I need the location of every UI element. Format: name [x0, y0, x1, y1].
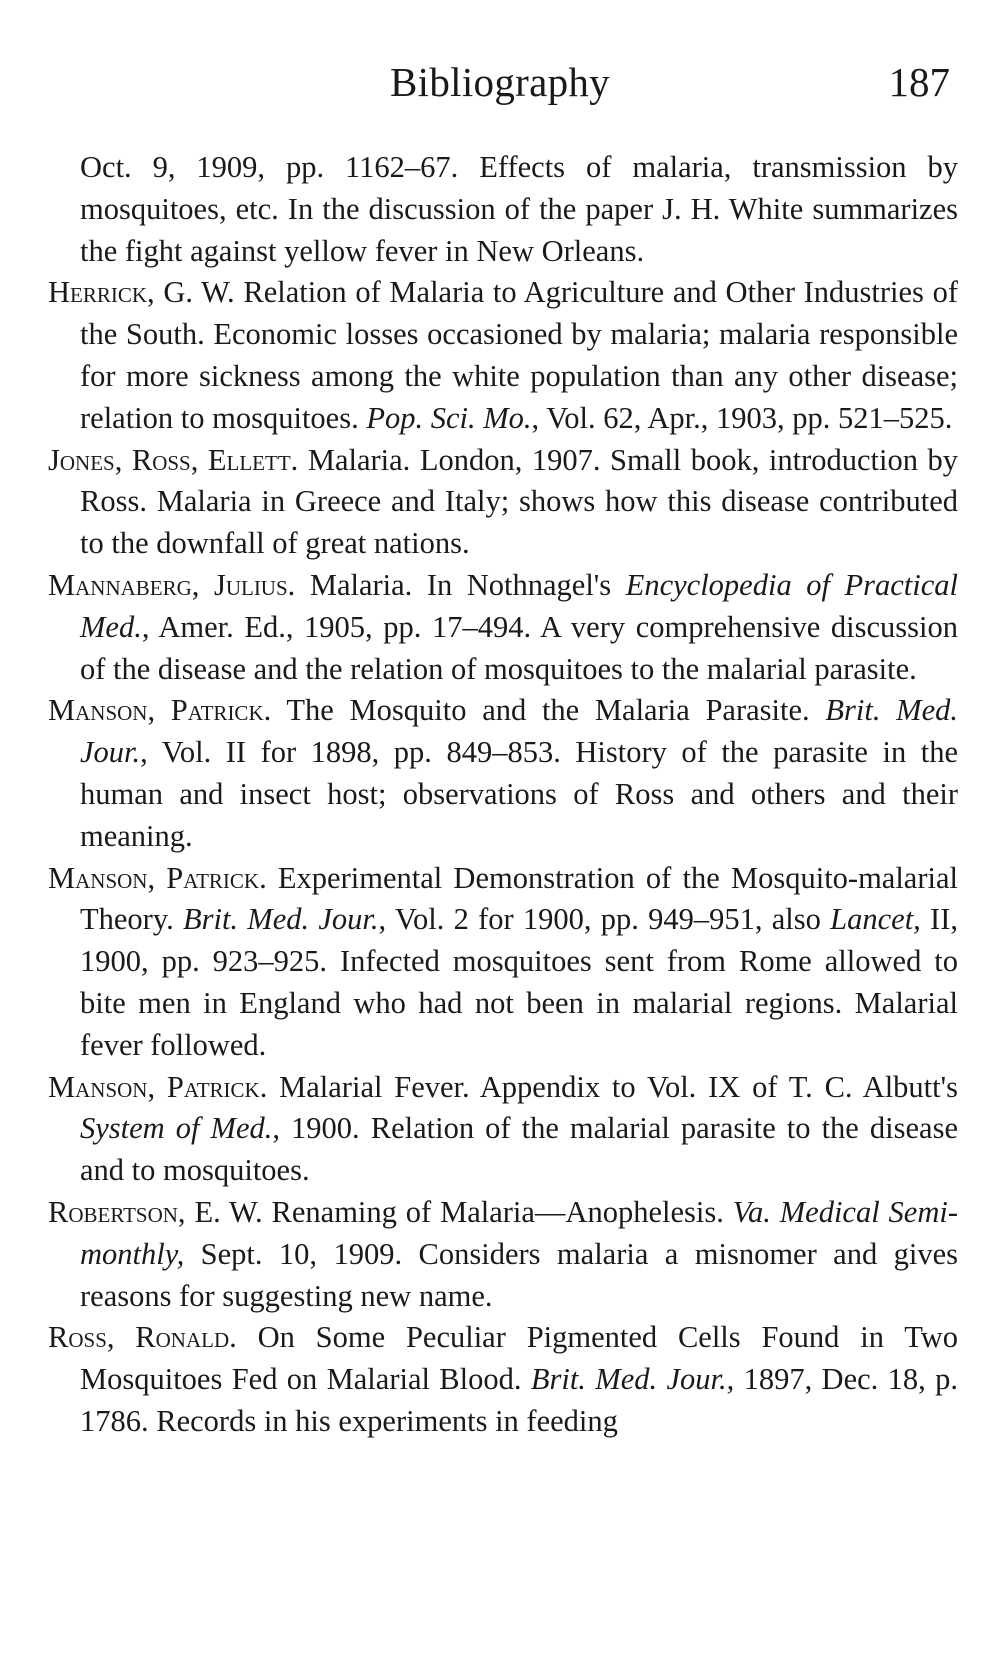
entry-text: Malaria. London, 1907. Small book, introduction by Ross. Malaria in Greece and Italy; shows how this disease contributed to the downfall of great nations. [80, 442, 959, 561]
entry-journal: Brit. Med. Jour., [530, 1362, 735, 1397]
entry-text: II, 1900, pp. 923–925. Infected mosquitoes sent from Rome allowed to bite men in England who had not been in malarial regions. Malarial fever followed. [80, 902, 958, 1062]
entry-text: , Amer. Ed., 1905, pp. 17–494. A very comprehensive discussion of the disease and the relation of mosquitoes to the malarial parasite. [80, 609, 958, 686]
entry-text: Sept. 10, 1909. Considers malaria a misnomer and gives reasons for suggesting new name. [80, 1236, 958, 1313]
entry-text: Relation of Malaria to Agriculture and Other Industries of the South. Economic losses occasioned by malaria; malaria responsible for more sickness among the white population than any other disease; relation to mosquitoes. [80, 275, 958, 435]
entry-text: Experimental Demonstration of the Mosquito-malarial Theory. [80, 860, 958, 937]
entry-author: Manson, Patrick. [48, 1069, 268, 1104]
entry-text: , 1900. Relation of the malarial parasite to the disease and to mosquitoes. [80, 1111, 958, 1188]
entry-author: Ross, Ronald. [48, 1320, 237, 1355]
entry-text: Malaria. In Nothnagel's [295, 567, 626, 602]
entry-journal: Va. Medical Semi-monthly, [80, 1194, 959, 1271]
entry-text: , Vol. 62, Apr., 1903, pp. 521–525. [531, 400, 953, 435]
entry-author: Herrick, G. W. [48, 275, 235, 310]
entry-journal: Brit. Med. Jour. [80, 693, 958, 770]
entry-text: The Mosquito and the Malaria Parasite. [271, 693, 826, 728]
entry-author: Robertson, E. W. [48, 1194, 263, 1229]
continued-entry [48, 147, 958, 272]
entry-text: , Vol. 2 for 1900, pp. 949–951, also [378, 902, 831, 937]
entry-text: Oct. 9, 1909, pp. 1162–67. Effects of malaria, transmission by mosquitoes, etc. In the discussion of the paper J. H. White summarizes the fight against yellow fever in New Orleans. [80, 150, 958, 268]
bibliography-entry [48, 565, 958, 690]
entry-journal: Encyclopedia of Practical Med. [80, 567, 958, 644]
entry-text: , Vol. II for 1898, pp. 849–853. History of the parasite in the human and insect host; observations of Ross and others and their meaning. [80, 735, 958, 853]
entry-journal: System of Med. [80, 1111, 273, 1146]
entry-journal: Brit. Med. Jour. [182, 902, 379, 937]
bibliography-entry [48, 858, 958, 1067]
entry-text: On Some Peculiar Pigmented Cells Found in Two Mosquitoes Fed on Malarial Blood. [80, 1320, 959, 1397]
entry-text: 1897, Dec. 18, p. 1786. Records in his experiments in feeding [80, 1362, 958, 1438]
bibliography-entry [48, 1192, 958, 1317]
bibliography-entry [48, 440, 958, 565]
bibliography-entry [48, 690, 958, 857]
entry-author: Jones, Ross, Ellett. [48, 442, 299, 477]
entry-text: Renaming of Malaria—Anophelesis. [262, 1194, 733, 1229]
bibliography-entry [48, 1067, 958, 1192]
entry-author: Mannaberg, Julius. [48, 567, 296, 602]
page-number: 187 [888, 59, 950, 105]
bibliography-list [48, 147, 958, 1443]
entry-author: Manson, Patrick. [48, 693, 272, 728]
entry-journal: Lancet, [830, 902, 921, 937]
bibliography-entry [48, 1317, 958, 1442]
running-header [0, 52, 1000, 112]
entry-text: Malarial Fever. Appendix to Vol. IX of T. C. Albutt's [267, 1069, 958, 1104]
entry-journal: Pop. Sci. Mo. [366, 400, 532, 435]
bibliography-entry [48, 272, 958, 439]
entry-author: Manson, Patrick. [48, 860, 267, 895]
running-title: Bibliography [390, 59, 610, 105]
